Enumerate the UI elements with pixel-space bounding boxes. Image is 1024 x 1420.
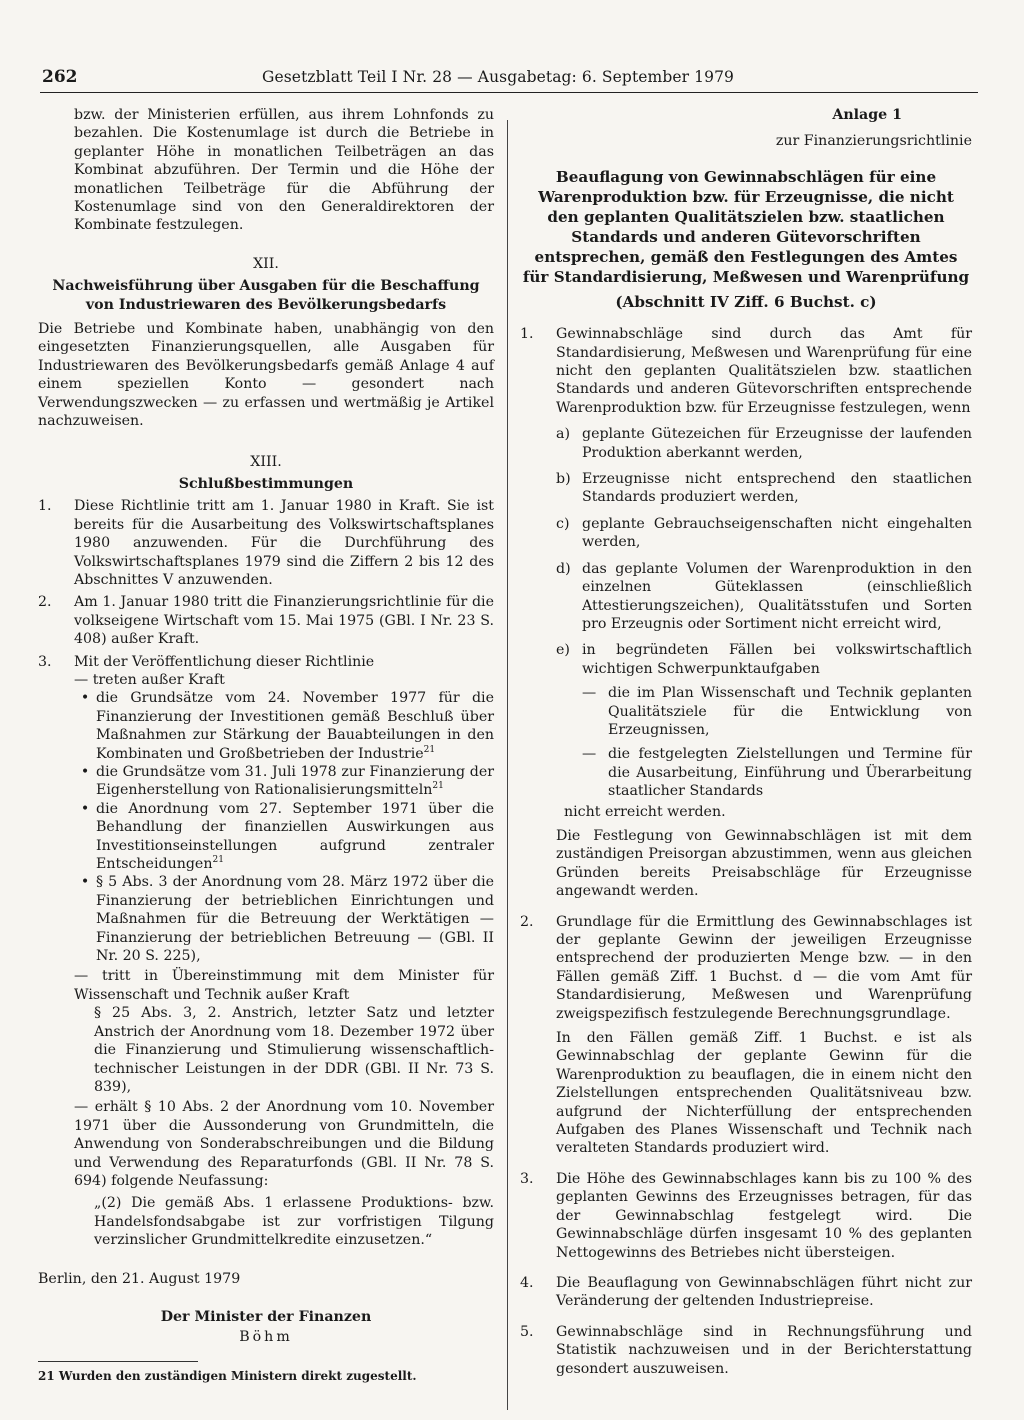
final-item-1 [38,497,494,589]
signer-name: Böhm [239,1329,293,1346]
dash-text: die festgelegten Zielstellungen und Termine für die Ausarbeitung, Einführung und Überarbeitung staatlicher Standards [608,746,972,800]
sub-text: geplante Gebrauchseigenschaften nicht eingehalten werden, [582,515,972,551]
item-3-body [74,653,494,1250]
sub-item-d [556,560,972,634]
anlage-title: Beauflagung von Gewinnabschlägen für eine Warenproduktion bzw. für Erzeugnisse, die nicht den geplanten Qualitätszielen bzw. staatlichen Standards und anderen Gütevorschriften entsprechen, gemäß den Festlegungen des Amtes für Standardisierung, Meßwesen und Warenprüfung [522,167,970,286]
sub-item-e [556,641,972,800]
item-number: 3. [520,1170,534,1187]
item-number: 3. [38,653,52,670]
anlage-subtitle: (Abschnitt IV Ziff. 6 Buchst. c) [615,292,877,311]
bullet-item [74,873,494,965]
intro-paragraph: bzw. der Ministerien erfüllen, aus ihrem Lohnfonds zu bezahlen. Die Kostenumlage ist durch die Betriebe in geplanter Höhe in monatlichen Teilbeträgen an das Kombinat abzuführen. Der Termin und die Höhe der monatlichen Teilbeträge für die Abführung der Kostenumlage sind von den Generaldirektoren der Kombinate festzulegen. [74,107,494,234]
item-number: 5. [520,1323,534,1340]
sub-text: das geplante Volumen der Warenproduktion in den einzelnen Güteklassen (einschließlich Attestierungszeichen), Qualitätsstufen und Sorten pro Erzeugnis oder Sortiment nicht erreicht wird, [582,560,972,632]
bullet-text: die Grundsätze vom 31. Juli 1978 zur Finanzierung der Eigenherstellung von Rationalisierungsmitteln [96,764,494,799]
item-number: 2. [520,913,534,930]
sub-letter: d) [556,560,571,577]
sub-text: Erzeugnisse nicht entsprechend den staatlichen Standards produziert werden, [582,471,972,506]
bullet-text: § 5 Abs. 3 der Anordnung vom 28. März 1972 über die Finanzierung der betrieblichen Einrichtungen und Maßnahmen für die Betreuung der Werktätigen — Finanzierung der betrieblichen Betreuung — (GBl. II Nr. 20 S. 225), [96,874,494,965]
bullet-dot: • [80,764,90,780]
sub-item-b [556,470,972,507]
item-2-second-paragraph: In den Fällen gemäß Ziff. 1 Buchst. e ist als Gewinnabschlag der geplante Gewinn für die Warenproduktion zu beauflagen, die in einem nicht den Zielstellungen entsprechenden Qualitätsniveau bzw. aufgrund der Nichterfüllung der entsprechenden Aufgaben des Planes Wissenschaft und Technik nach veralteten Standards produziert wird. [556,1030,972,1157]
left-column [38,106,494,1384]
page-header [40,64,978,93]
footnote-ref: 21 [423,744,436,755]
footnote-ref: 21 [432,781,444,792]
item-number: 1. [520,326,534,343]
final-item-3 [38,653,494,1250]
rule-item-5 [520,1323,972,1378]
bullet-dot: • [80,800,90,817]
rule-item-3 [520,1170,972,1262]
item-number: 4. [520,1274,534,1291]
item-text: Diese Richtlinie tritt am 1. Januar 1980 in Kraft. Sie ist bereits für die Ausarbeitung des Volkswirtschaftsplanes 1980 anzuwenden. Für die Durchführung des Volkswirtschaftsplanes 1979 sind die Ziffern 2 bis 12 des Abschnittes V anzuwenden. [74,498,494,588]
dash-line: — erhält § 10 Abs. 2 der Anordnung vom 10. November 1971 über die Aussonderung von Grundmitteln, die Anwendung von Sonderabschreibungen und die Bildung und Verwendung des Reparaturfonds (GBl. II Nr. 78 S. 694) folgende Neufassung: [74,1099,494,1189]
bullet-item [74,689,494,763]
anlage-subheading: zur Finanzierungsrichtlinie [775,133,972,150]
rule-item-4 [520,1274,972,1311]
rule-item-1 [520,325,972,900]
section-13-title: Schlußbestimmungen [178,475,354,492]
final-item-2 [38,593,494,648]
item-number: 1. [38,498,52,515]
bullet-text: die Grundsätze vom 24. November 1977 für die Finanzierung der Investitionen gemäß Beschluß über Maßnahmen zur Stärkung der Bauabteilungen in den Kombinaten und Großbetrieben der Industrie [96,690,494,762]
bullet-text: die Anordnung vom 27. September 1971 über die Behandlung der finanziellen Auswirkungen aus Investitionseinstellungen aufgrund zentraler Entscheidungen [96,800,494,873]
signer-title: Der Minister der Finanzen [160,1308,372,1325]
page-number: 262 [42,67,78,87]
bullet-item [74,763,494,800]
not-reached-text: nicht erreicht werden. [564,803,726,820]
item-number: 2. [38,594,52,611]
sub-text: in begründeten Fällen bei volkswirtschaftlich wichtigen Schwerpunktaufgaben [582,642,972,677]
sub-letter: e) [556,642,570,659]
column-divider [507,120,508,1410]
bullet-item [74,800,494,874]
footnote-ref: 21 [212,855,224,866]
sub-letter: b) [556,471,571,488]
section-13-number: XIII. [250,453,282,470]
header-title: Gesetzblatt Teil I Nr. 28 — Ausgabetag: 6. September 1979 [262,68,735,86]
quoted-provision: „(2) Die gemäß Abs. 1 erlassene Produktions- bzw. Handelsfondsabgabe ist zur vorfristigen Tilgung verzinslicher Grundmittelkredite einzusetzen.“ [94,1195,494,1249]
right-column [520,106,972,1378]
item-text: Mit der Veröffentlichung dieser Richtlinie [74,653,375,670]
bullet-dot: • [80,874,90,891]
item-text: Grundlage für die Ermittlung des Gewinnabschlages ist der geplante Gewinn der jeweiligen Erzeugnisse entsprechend der produzierten Menge bzw. — in den Fällen gemäß Ziff. 1 Buchst. d — die vom Amt für Standardisierung, Meßwesen und Warenprüfung zweigspezifisch festzulegende Berechnungsgrundlage. [556,913,972,1022]
dash-line: — tritt in Übereinstimmung mit dem Minister für Wissenschaft und Technik außer Kraft [74,968,494,1003]
item-text: Die Höhe des Gewinnabschlages kann bis zu 100 % des geplanten Gewinns des Erzeugnisses betragen, für das der Gewinnabschlag festgelegt wird. Die Gewinnabschläge dürfen insgesamt 10 % des geplanten Nettogewinns des Betriebes nicht übersteigen. [556,1170,972,1261]
item-text: Die Beauflagung von Gewinnabschlägen führt nicht zur Veränderung der geltenden Industriepreise. [556,1274,972,1310]
footnote-rule [38,1361,198,1362]
anlage-heading: Anlage 1 [832,107,902,123]
dash-text: die im Plan Wissenschaft und Technik geplanten Qualitätsziele für die Entwicklung von Erzeugnissen, [608,685,972,738]
item-text: Gewinnabschläge sind durch das Amt für Standardisierung, Meßwesen und Warenprüfung für eine nicht den geplanten Qualitätszielen bzw. staatlichen Standards und anderen Gütevorschriften entsprechende Warenproduktion bzw. für Erzeugnisse festzulegen, wenn [556,326,972,416]
section-12-text: Die Betriebe und Kombinate haben, unabhängig von den eingesetzten Finanzierungsquellen, alle Ausgaben für Industriewaren des Bevölkerungsbedarfs gemäß Anlage 4 auf einem speziellen Konto — gesondert nach Verwendungszwecken — zu erfassen und wertmäßig je Artikel nachzuweisen. [38,321,494,430]
item-1-body [556,325,972,900]
dash-line: — treten außer Kraft [74,671,225,688]
item-text: Gewinnabschläge sind in Rechnungsführung und Statistik nachzuweisen und in der Berichterstattung gesondert auszuweisen. [556,1323,972,1377]
sub-item-a [556,425,972,462]
rule-item-2 [520,913,972,1158]
place-date: Berlin, den 21. August 1979 [38,1270,241,1287]
section-12-number: XII. [253,255,279,272]
item-text: Am 1. Januar 1980 tritt die Finanzierungsrichtlinie für die volkseigene Wirtschaft vom 15. Mai 1975 (GBl. I Nr. 23 S. 408) außer Kraft. [74,594,494,648]
dash-item [582,745,972,800]
sub-letter: a) [556,426,570,443]
sub-letter: c) [556,515,570,532]
sub-text: geplante Gütezeichen für Erzeugnisse der laufenden Produktion aberkannt werden, [582,426,972,461]
item-1-closing: Die Festlegung von Gewinnabschlägen ist mit dem zuständigen Preisorgan abzustimmen, wenn aus gleichen Gründen bereits Preisabschläge für Erzeugnisse angewandt werden. [556,827,972,900]
dash-mark: — [582,746,597,763]
section-12-title: Nachweisführung über Ausgaben für die Beschaffung von Industriewaren des Bevölkerungsbedarfs [52,278,480,313]
dash-text: § 25 Abs. 3, 2. Anstrich, letzter Satz und letzter Anstrich der Anordnung vom 18. Dezember 1972 über die Finanzierung und Stimulierung wissenschaftlich-technischer Leistungen in der DDR (GBl. II Nr. 73 S. 839), [94,1005,494,1095]
sub-item-c [556,515,972,552]
bullet-dot: • [80,690,90,707]
dash-item [582,684,972,739]
footnote: 21 Wurden den zuständigen Ministern direkt zugestellt. [38,1368,417,1383]
dash-mark: — [582,685,597,702]
